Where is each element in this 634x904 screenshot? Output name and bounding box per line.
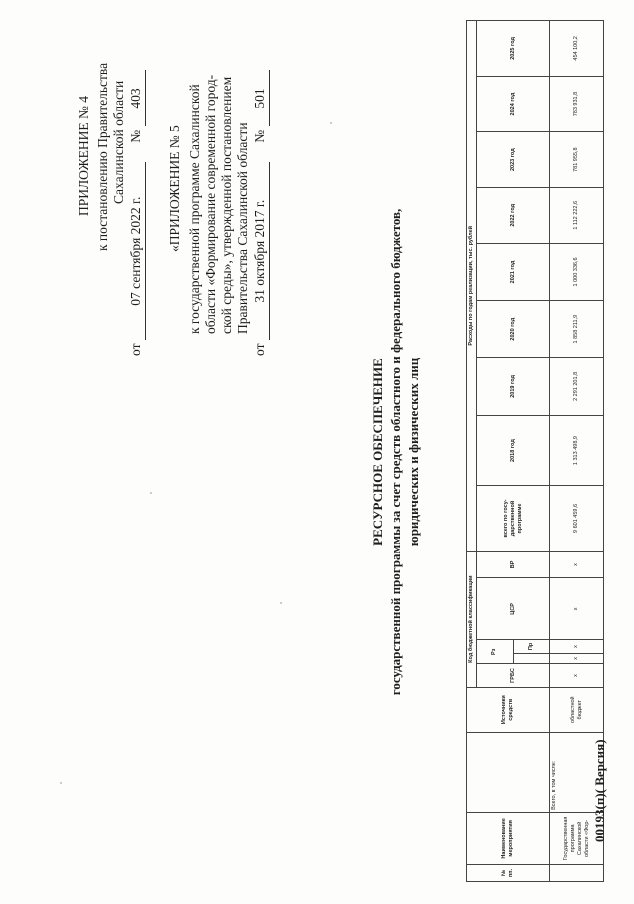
- row-desc: Всего, в том числе:: [550, 732, 604, 812]
- from-label: от: [128, 343, 143, 356]
- header-blank: [467, 732, 550, 812]
- row-grbs: х: [550, 664, 604, 688]
- header-year: 2018 год: [477, 415, 550, 486]
- header-csr: ЦСР: [477, 578, 550, 640]
- appendix-4-line1: к постановлению Правительства: [95, 62, 110, 251]
- appendix-5-title: «ПРИЛОЖЕНИЕ № 5: [167, 125, 182, 252]
- header-pr: Пр: [513, 640, 550, 653]
- number-label: №: [252, 129, 267, 143]
- header-rz: Рз: [477, 640, 514, 664]
- appendix-5-number: 501: [252, 71, 270, 127]
- appendix-4-date-line: [128, 71, 146, 357]
- header-num: № пп.: [467, 864, 550, 881]
- row-source: областной бюджет: [550, 687, 604, 732]
- row-num: [550, 864, 604, 881]
- scan-speck: [150, 492, 152, 494]
- header-total: всего по госу-дарственной программе: [477, 486, 550, 551]
- row-rz: х: [550, 653, 604, 664]
- appendix-4-date: 07 сентября 2022 г.: [128, 162, 146, 340]
- header-year: 2025 год: [477, 21, 550, 77]
- scan-speck: [60, 782, 62, 784]
- header-vr: ВР: [477, 551, 550, 578]
- row-value: 1 000 336,6: [550, 243, 604, 301]
- appendix-4-title: ПРИЛОЖЕНИЕ № 4: [76, 95, 91, 216]
- row-value: 1 112 222,6: [550, 187, 604, 243]
- resource-table: [466, 20, 604, 882]
- appendix-4-line2: Сахалинской области: [111, 80, 126, 204]
- table-header-row-1: [467, 21, 477, 882]
- row-pr: х: [550, 640, 604, 653]
- appendix-5-line1: к государственной программе Сахалинской: [187, 84, 202, 334]
- header-budget-code: Код бюджетной классификации: [467, 551, 477, 687]
- doc-title-line1: РЕСУРСНОЕ ОБЕСПЕЧЕНИЕ: [370, 358, 385, 546]
- header-rz-sub: [513, 653, 550, 664]
- row-name: Государственная программа Сахалинской области «Фор-: [550, 812, 604, 864]
- row-value: 1 313 498,9: [550, 415, 604, 486]
- row-value: 2 291 201,8: [550, 358, 604, 416]
- header-name: Наименование мероприятия: [467, 812, 550, 864]
- doc-title-line3: юридических и физических лиц: [406, 357, 421, 547]
- row-value: 781 955,8: [550, 132, 604, 188]
- header-year: 2020 год: [477, 301, 550, 358]
- number-label: №: [128, 129, 143, 143]
- row-value: 1 858 211,9: [550, 301, 604, 358]
- header-expenses: Расходы по годам реализации, тыс. рублей: [467, 21, 477, 552]
- header-grbs: ГРБС: [477, 664, 550, 688]
- doc-title-line2: государственной программы за счет средств областного и федерального бюджетов,: [388, 208, 403, 696]
- row-vr: х: [550, 551, 604, 578]
- row-value: 783 931,8: [550, 76, 604, 132]
- scan-speck: [280, 602, 282, 604]
- header-year: 2024 год: [477, 76, 550, 132]
- appendix-5-date-line: [252, 71, 270, 357]
- row-csr: х: [550, 578, 604, 640]
- scan-speck: [330, 122, 332, 124]
- header-year: 2022 год: [477, 187, 550, 243]
- appendix-5-line3: ской среды», утвержденной постановлением: [219, 76, 234, 334]
- appendix-4-number: 403: [128, 71, 146, 127]
- header-sources: Источники средств: [467, 687, 550, 732]
- row-value: 454 100,2: [550, 21, 604, 77]
- header-year: 2023 год: [477, 132, 550, 188]
- from-label: от: [252, 343, 267, 356]
- row-total: 9 601 459,6: [550, 486, 604, 551]
- header-year: 2019 год: [477, 358, 550, 416]
- appendix-5-line2: области «Формирование современной город-: [203, 74, 218, 334]
- footer-version: 00193(п)( Версия): [592, 739, 607, 842]
- appendix-5-date: 31 октября 2017 г.: [252, 162, 270, 340]
- header-year: 2021 год: [477, 243, 550, 301]
- appendix-5-line4: Правительства Сахалинской области: [235, 122, 250, 334]
